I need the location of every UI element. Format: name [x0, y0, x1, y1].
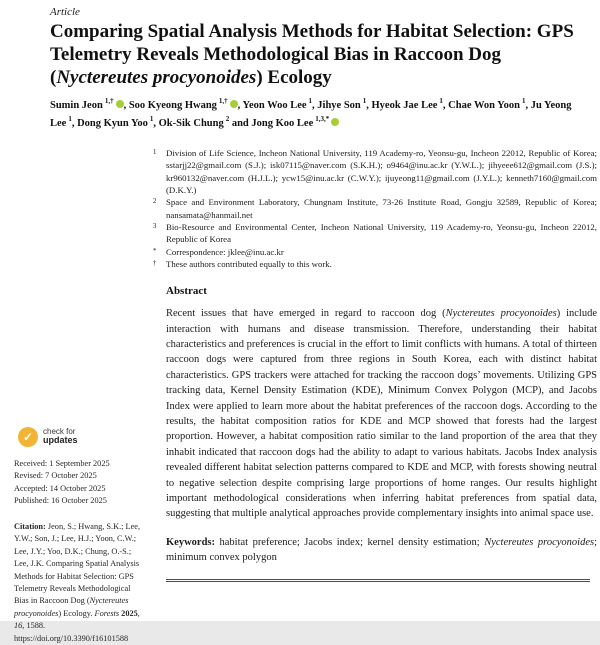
- doi-link[interactable]: https://doi.org/10.3390/f16101588: [14, 633, 129, 643]
- author-affil-sup: 1: [68, 115, 72, 124]
- title-species-italic: Nyctereutes procyonoides: [56, 66, 257, 88]
- paper-title: [50, 21, 590, 89]
- keywords-part1: habitat preference; Jacobs index; kernel density estimation;: [215, 536, 485, 548]
- author: [371, 97, 449, 111]
- article-type-label: Article: [50, 6, 80, 18]
- author-name: Dong Kyun Yoo: [77, 117, 148, 129]
- keywords-species-italic: Nyctereutes procyonoides: [484, 536, 595, 548]
- author-separator: ,: [237, 99, 243, 111]
- accepted-date: [14, 483, 142, 495]
- affiliation-item: [150, 196, 597, 221]
- citation-species-italic: Nyctereutes procyonoides: [14, 596, 129, 618]
- affiliation-marker: 1: [153, 149, 157, 156]
- author: [128, 97, 243, 111]
- author-name: Soo Kyeong Hwang: [128, 99, 217, 111]
- correspondence-text[interactable]: Correspondence: jklee@inu.ac.kr: [166, 246, 284, 257]
- citation-year: 2025: [119, 608, 138, 618]
- equal-contribution-text: These authors contributed equally to this work.: [166, 258, 332, 269]
- affiliation-item: [150, 221, 597, 246]
- date-value: 16 October 2025: [51, 496, 107, 506]
- author: [251, 115, 339, 129]
- badge-line1: check for: [43, 426, 76, 436]
- affiliation-marker: 2: [153, 198, 157, 206]
- author: [448, 97, 531, 111]
- section-divider: [166, 579, 590, 582]
- date-value: 7 October 2025: [45, 471, 97, 481]
- date-label: Published:: [14, 496, 50, 506]
- abstract-part1: Recent issues that have emerged in regard to raccoon dog (: [166, 308, 446, 320]
- affiliation-text: Space and Environment Laboratory, Chungnam Institute, 73-26 Institute Road, Gongju 32589, Republic of Korea; nansamata@hanmail.net: [166, 197, 597, 220]
- author-affil-sup: 1,†: [218, 97, 228, 105]
- author-affil-sup: 1,3,*: [315, 115, 330, 124]
- author: [317, 97, 372, 111]
- author-name: Jong Koo Lee: [251, 117, 314, 129]
- citation-authors-title: Jeon, S.; Hwang, S.K.; Lee, Y.W.; Son, J.; Lee, H.J.; Yoon, C.W.; Lee, J.Y.; Yoo, D.K.; Chung, O.-S.; Lee, J.K. Comparing Spatial Analysis Methods for Habitat Selection: GPS Telemetry Reveals Methodological Bias in Raccoon Dog (: [14, 521, 141, 606]
- author-separator: ,: [366, 99, 372, 111]
- author-affil-sup: 2: [225, 115, 230, 124]
- author-name: Hyeok Jae Lee: [371, 99, 438, 111]
- abstract-text: [166, 306, 597, 522]
- date-label: Accepted:: [14, 483, 48, 493]
- sidebar: [14, 427, 142, 645]
- citation-pages: , 1588.: [22, 621, 46, 631]
- keywords: [166, 535, 597, 565]
- abstract-species-italic: Nyctereutes procyonoides: [445, 308, 557, 320]
- title-part1: Comparing Spatial Analysis Methods for Habitat Selection: GPS Telemetry Reveals Methodological Bias in Raccoon Dog (: [50, 21, 574, 88]
- keywords-part2: ; minimum convex polygon: [166, 536, 597, 563]
- author-name: Jihye Son: [317, 99, 361, 111]
- citation-journal-italic: Forests: [94, 608, 120, 618]
- author-affil-sup: 1,†: [104, 97, 114, 105]
- date-value: 1 September 2025: [49, 459, 110, 468]
- author-separator: and: [229, 117, 252, 129]
- author: [77, 115, 159, 129]
- citation: [14, 521, 142, 645]
- date-label: Received:: [14, 459, 48, 468]
- affiliation-item: [150, 147, 597, 196]
- author: [50, 97, 129, 111]
- history-dates: [14, 458, 142, 508]
- date-label: Revised:: [14, 471, 44, 481]
- affiliation-text: Division of Life Science, Incheon National University, 119 Academy-ro, Yeonsu-gu, Incheon 22012, Republic of Korea; sstarjj22@gmail.com (S.J.); isk07115@naver.com (S.K.H.); o9464@inu.ac.kr (Y.W.L.); jihyeee612@gmail.com (J.S.); kr960132@naver.com (H.J.L.); ycw15@inu.ac.kr (C.W.Y.); ijuyeong11@gmail.com (J.Y.L.); kenneth7160@gmail.com (D.K.Y.): [166, 148, 597, 195]
- author: [242, 97, 318, 111]
- badge-text: [43, 428, 78, 447]
- author-separator: ,: [442, 99, 449, 111]
- author-separator: ,: [312, 99, 318, 111]
- abstract-part2: ) include interaction with humans and disease transmission. Therefore, understanding their habitat characteristics and preferences is crucial in the effort to limit conflicts with humans. A total of thirteen raccoon dogs were captured from three regions in South Korea, each with distinct habitat characteristics. GPS trackers were attached for tracking the raccoon dogs’ movements. Utilizing GPS tracking data, Kernel Density Estimation (KDE), Minimum Convex Polygon (MCP), and Jacobs Index were applied to learn more about the habitat preferences of the raccoon dogs. According to the results, the habitat composition ratios for KDE and MCP showed that forests had the largest proportion. However, a habitat composition ratio similar to the land proportion of the area that they inhabit indicated that raccoon dogs had the ability to adapt to various habitats. Jacobs Index analysis revealed different habitat selection patterns compared to KDE and MCP, with forests showing neutral to negative selection despite comprising large proportions of home ranges. Our results highlight important methodological considerations when inferring habitat preferences from spatial data, suggesting that multiple analytical approaches provide complementary insights into animal space use.: [166, 308, 598, 520]
- orcid-icon[interactable]: [331, 118, 339, 126]
- badge-line2: updates: [43, 435, 78, 446]
- date-value: 14 October 2025: [49, 483, 106, 493]
- author-affil-sup: 1: [521, 97, 526, 105]
- citation-seg2: ) Ecology.: [58, 608, 95, 618]
- revised-date: [14, 470, 142, 482]
- author-separator: ,: [71, 117, 78, 129]
- keywords-label: Keywords:: [166, 536, 215, 548]
- author-affil-sup: 1: [308, 97, 313, 105]
- affiliation-list: [150, 147, 597, 270]
- orcid-icon[interactable]: [116, 100, 124, 108]
- equal-contribution-marker: †: [153, 259, 157, 267]
- author-name: Ju Yeong Lee: [50, 99, 572, 129]
- citation-seg3: ,: [137, 608, 140, 618]
- equal-contribution-line: [150, 258, 597, 270]
- affiliation-marker: 3: [153, 222, 157, 230]
- author-name: Yeon Woo Lee: [242, 99, 307, 111]
- published-date: [14, 495, 142, 507]
- citation-volume-italic: 16: [14, 621, 23, 631]
- received-date: [14, 458, 142, 470]
- author-affil-sup: 1: [149, 115, 154, 124]
- check-for-updates-badge[interactable]: [18, 427, 142, 447]
- author-name: Chae Won Yoon: [448, 99, 520, 111]
- author-separator: ,: [525, 99, 531, 111]
- orcid-icon[interactable]: [230, 100, 238, 108]
- author-separator: ,: [153, 117, 159, 129]
- author-name: Sumin Jeon: [50, 99, 103, 111]
- author-separator: ,: [123, 99, 129, 111]
- author-list: [50, 96, 580, 133]
- correspondence-marker: *: [153, 247, 157, 255]
- main-column: [150, 147, 597, 582]
- author-name: Ok-Sik Chung: [158, 117, 224, 129]
- correspondence-line: [150, 246, 597, 258]
- abstract-heading: Abstract: [166, 285, 207, 298]
- author-affil-sup: 1: [439, 97, 443, 105]
- title-part2: ) Ecology: [256, 66, 332, 88]
- author-affil-sup: 1: [362, 97, 367, 105]
- check-icon: [18, 427, 38, 447]
- author: [158, 115, 252, 129]
- citation-label: Citation:: [14, 521, 46, 531]
- affiliation-text: Bio-Resource and Environmental Center, Incheon National University, 119 Academy-ro, Yeonsu-gu, Incheon 22012, Republic of Korea: [166, 221, 597, 245]
